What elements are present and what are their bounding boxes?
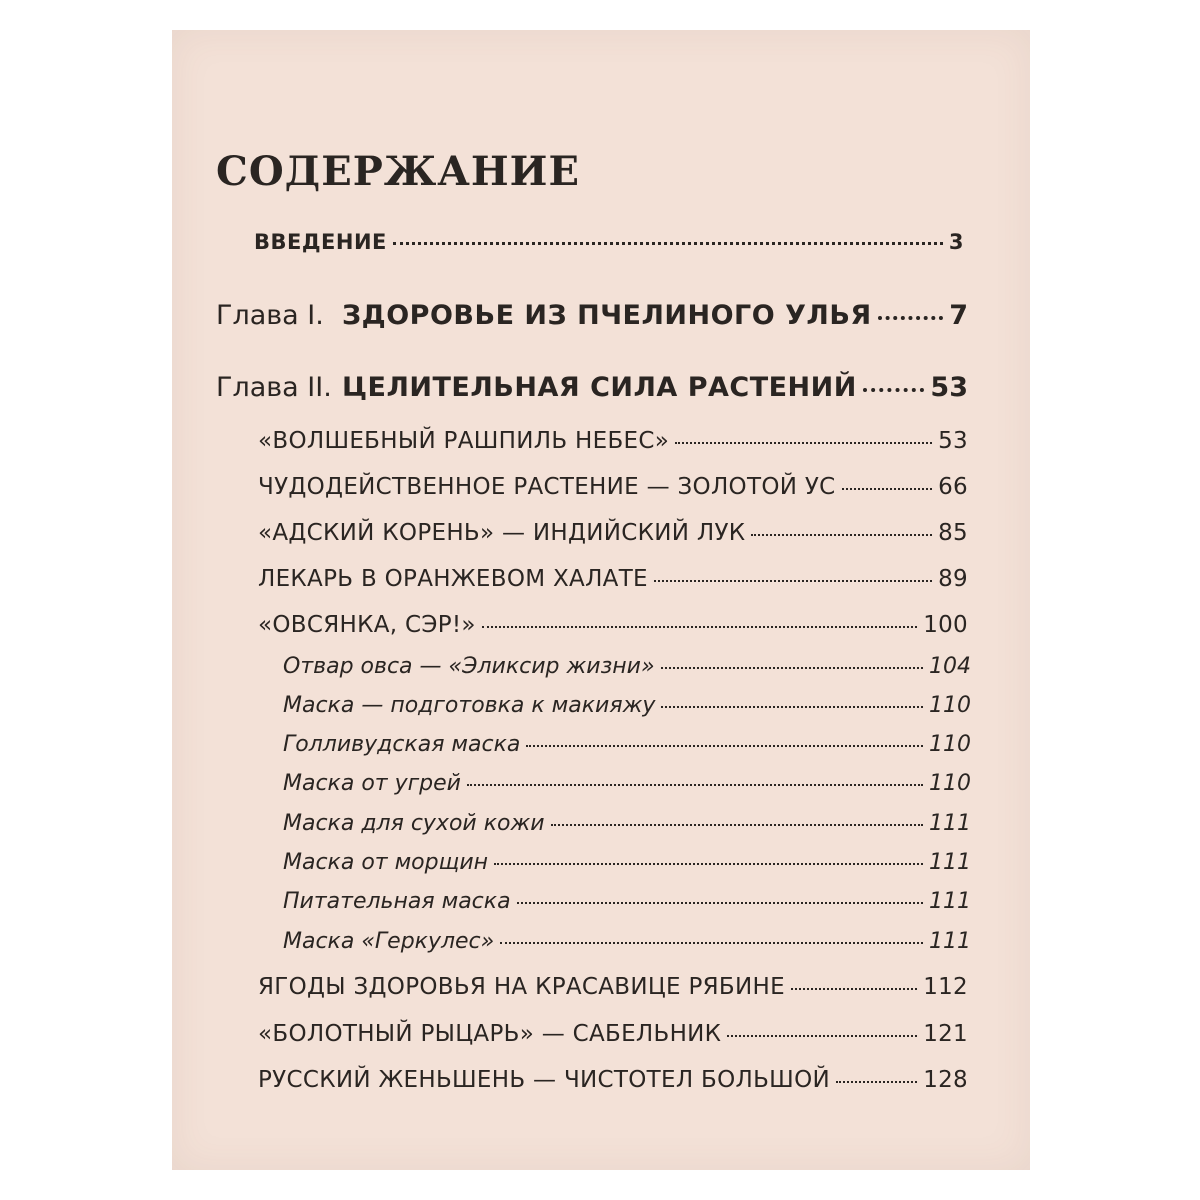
toc-page-number: 100 bbox=[923, 612, 968, 638]
section-title: «ОВСЯНКА, СЭР!» bbox=[258, 612, 476, 638]
toc-page-number: 85 bbox=[938, 520, 968, 546]
toc-page-number: 53 bbox=[938, 428, 968, 454]
toc-subsection bbox=[283, 850, 971, 875]
subsection-title: Отвар овса — «Эликсир жизни» bbox=[283, 654, 655, 679]
chapter-number: Глава I. bbox=[216, 300, 324, 331]
section-title: ЛЕКАРЬ В ОРАНЖЕВОМ ХАЛАТЕ bbox=[258, 566, 648, 592]
toc-subsection bbox=[283, 654, 971, 679]
dot-leader bbox=[791, 988, 917, 990]
toc-page-number: 112 bbox=[923, 974, 968, 1000]
dot-leader bbox=[836, 1081, 917, 1083]
toc-page-number: 128 bbox=[923, 1067, 968, 1093]
toc-page-number: 111 bbox=[929, 811, 971, 836]
toc-section bbox=[258, 520, 968, 546]
toc-subsection bbox=[283, 811, 971, 836]
toc-page-number: 7 bbox=[949, 300, 968, 331]
dot-leader bbox=[751, 534, 932, 536]
subsection-title: Маска для сухой кожи bbox=[283, 811, 545, 836]
dot-leader bbox=[393, 242, 943, 245]
toc-section bbox=[258, 1067, 968, 1093]
toc-section bbox=[258, 974, 968, 1000]
dot-leader bbox=[661, 706, 923, 708]
dot-leader bbox=[727, 1035, 917, 1037]
dot-leader bbox=[878, 316, 943, 320]
section-title: «ВОЛШЕБНЫЙ РАШПИЛЬ НЕБЕС» bbox=[258, 428, 670, 454]
toc-section bbox=[258, 1021, 968, 1047]
dot-leader bbox=[494, 863, 923, 865]
dot-leader bbox=[863, 388, 925, 392]
toc-page-number: 111 bbox=[929, 929, 971, 954]
subsection-title: Питательная маска bbox=[283, 889, 511, 914]
toc-page-number: 66 bbox=[938, 474, 968, 500]
toc-section bbox=[258, 612, 968, 638]
page-title: СОДЕРЖАНИЕ bbox=[216, 148, 580, 195]
toc-entry-label: ВВЕДЕНИЕ bbox=[254, 230, 387, 254]
toc-page-number: 121 bbox=[923, 1021, 968, 1047]
chapter-title: ЗДОРОВЬЕ ИЗ ПЧЕЛИНОГО УЛЬЯ bbox=[342, 300, 872, 331]
dot-leader bbox=[517, 902, 923, 904]
toc-entry-intro bbox=[254, 230, 964, 254]
toc-section bbox=[258, 566, 968, 592]
chapter-number: Глава II. bbox=[216, 372, 332, 403]
toc-page-number: 111 bbox=[929, 850, 971, 875]
section-title: ЧУДОДЕЙСТВЕННОЕ РАСТЕНИЕ — ЗОЛОТОЙ УС bbox=[258, 474, 836, 500]
dot-leader bbox=[526, 745, 923, 747]
dot-leader bbox=[842, 488, 933, 490]
toc-page-number: 53 bbox=[930, 372, 968, 403]
subsection-title: Голливудская маска bbox=[283, 732, 521, 757]
section-title: ЯГОДЫ ЗДОРОВЬЯ НА КРАСАВИЦЕ РЯБИНЕ bbox=[258, 974, 785, 1000]
toc-page-number: 110 bbox=[929, 771, 971, 796]
subsection-title: Маска «Геркулес» bbox=[283, 929, 495, 954]
toc-subsection bbox=[283, 771, 971, 796]
toc-page-number: 89 bbox=[938, 566, 968, 592]
dot-leader bbox=[551, 824, 923, 826]
section-title: РУССКИЙ ЖЕНЬШЕНЬ — ЧИСТОТЕЛ БОЛЬШОЙ bbox=[258, 1067, 830, 1093]
toc-page-number: 111 bbox=[929, 889, 971, 914]
toc-section bbox=[258, 474, 968, 500]
section-title: «БОЛОТНЫЙ РЫЦАРЬ» — САБЕЛЬНИК bbox=[258, 1021, 722, 1047]
toc-subsection bbox=[283, 889, 971, 914]
toc-chapter bbox=[216, 300, 968, 331]
toc-page-number: 110 bbox=[929, 732, 971, 757]
toc-subsection bbox=[283, 732, 971, 757]
dot-leader bbox=[482, 626, 917, 628]
dot-leader bbox=[500, 942, 923, 944]
toc-section bbox=[258, 428, 968, 454]
dot-leader bbox=[675, 442, 932, 444]
dot-leader bbox=[467, 784, 923, 786]
toc-page-number: 110 bbox=[929, 693, 971, 718]
subsection-title: Маска — подготовка к макияжу bbox=[283, 693, 656, 718]
toc-chapter bbox=[216, 372, 968, 403]
dot-leader bbox=[654, 580, 932, 582]
subsection-title: Маска от морщин bbox=[283, 850, 489, 875]
toc-subsection bbox=[283, 693, 971, 718]
toc-page-number: 3 bbox=[948, 230, 964, 254]
subsection-title: Маска от угрей bbox=[283, 771, 461, 796]
dot-leader bbox=[661, 667, 923, 669]
toc-page-number: 104 bbox=[929, 654, 971, 679]
chapter-title: ЦЕЛИТЕЛЬНАЯ СИЛА РАСТЕНИЙ bbox=[342, 372, 857, 403]
section-title: «АДСКИЙ КОРЕНЬ» — ИНДИЙСКИЙ ЛУК bbox=[258, 520, 746, 546]
toc-subsection bbox=[283, 929, 971, 954]
